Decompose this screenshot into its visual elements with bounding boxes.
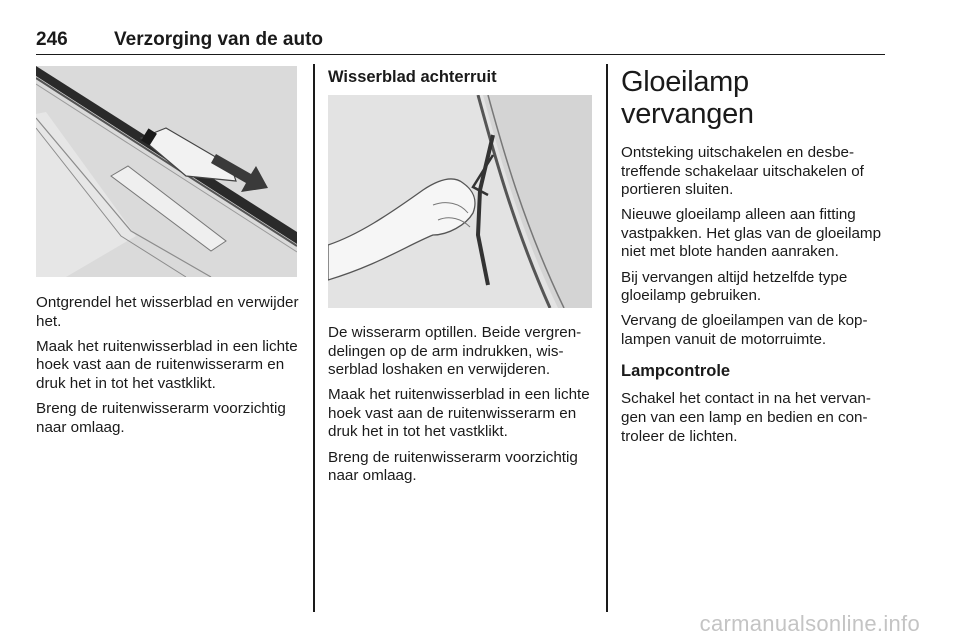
- column-divider-2: [606, 64, 608, 612]
- front-wiper-illustration: [36, 66, 297, 277]
- column-2: [328, 324, 598, 492]
- paragraph: Ontgrendel het wisserblad en verwijder het.: [36, 294, 299, 330]
- page-header: [36, 28, 885, 55]
- paragraph: Maak het ruitenwisserblad in een lichte hoek vast aan de ruitenwisserarm en druk het in tot het vastklikt.: [36, 337, 298, 392]
- paragraph: Bij vervangen altijd hetzelfde type gloeilamp gebruiken.: [621, 268, 848, 305]
- paragraph: Schakel het contact in na het vervangen van een lamp en bedien en controleer de lichten.: [621, 390, 871, 445]
- column-3: [621, 66, 889, 453]
- paragraph: Breng de ruitenwisserarm voorzichtig naar omlaag.: [328, 448, 578, 485]
- section-title: Gloeilamp vervangen: [621, 66, 754, 130]
- paragraph: Vervang de gloeilampen van de koplampen vanuit de motorruimte.: [621, 312, 868, 348]
- page-title: Verzorging van de auto: [114, 29, 324, 50]
- paragraph: Nieuwe gloeilamp alleen aan fitting vastpakken. Het glas van de gloeilamp niet met blote handen aanraken.: [621, 206, 882, 261]
- watermark: carmanualsonline.info: [699, 611, 920, 636]
- paragraph: Ontsteking uitschakelen en desbetreffende schakelaar uitschakelen of portieren sluiten.: [621, 144, 864, 199]
- rear-wiper-illustration: [328, 95, 592, 308]
- section-heading: Wisserblad achterruit: [328, 68, 497, 86]
- paragraph: Maak het ruitenwisserblad in een lichte hoek vast aan de ruitenwisserarm en druk het in tot het vastklikt.: [328, 386, 590, 441]
- column-divider-1: [313, 64, 315, 612]
- subsection-heading: Lampcontrole: [621, 362, 731, 381]
- page-number: 246: [36, 29, 68, 50]
- paragraph: Breng de ruitenwisserarm voorzichtig naar omlaag.: [36, 399, 286, 436]
- column-2-heading-wrap: [328, 67, 596, 87]
- column-1: [36, 294, 301, 444]
- paragraph: De wisserarm optillen. Beide vergrendelingen op de arm indrukken, wisserblad loshaken en verwijderen.: [328, 324, 582, 379]
